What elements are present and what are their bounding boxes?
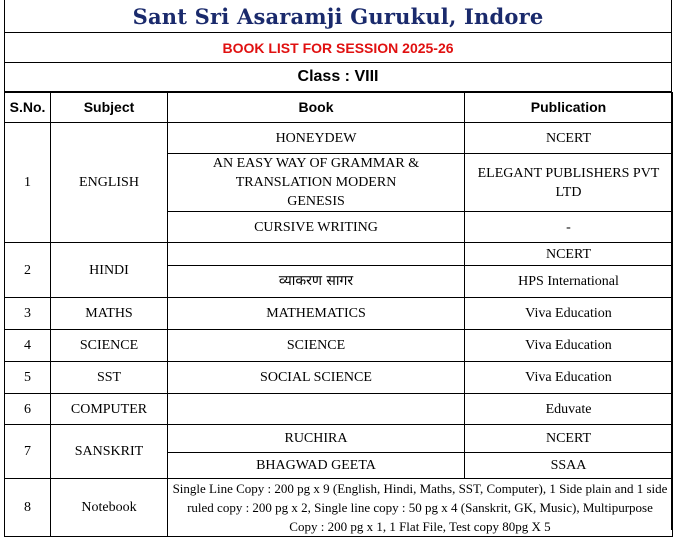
table-row (5, 394, 673, 425)
book-cell: SCIENCE (168, 330, 465, 362)
subject-cell: ENGLISH (51, 123, 168, 243)
subject-cell: SST (51, 362, 168, 394)
publication-cell: Eduvate (465, 394, 673, 425)
sno-cell: 2 (5, 243, 51, 298)
subject-cell: Notebook (51, 479, 168, 537)
publication-cell: NCERT (465, 243, 673, 266)
school-title: Sant Sri Asaramji Gurukul, Indore (5, 0, 671, 33)
col-publication-header: Publication (465, 93, 673, 123)
col-book-header: Book (168, 93, 465, 123)
book-cell: SOCIAL SCIENCE (168, 362, 465, 394)
book-cell (168, 394, 465, 425)
table-row (5, 479, 673, 537)
col-subject-header: Subject (51, 93, 168, 123)
subject-cell: SCIENCE (51, 330, 168, 362)
table-row (5, 243, 673, 266)
sno-cell: 4 (5, 330, 51, 362)
book-cell: RUCHIRA (168, 425, 465, 453)
sno-cell: 5 (5, 362, 51, 394)
sno-cell: 3 (5, 298, 51, 330)
class-heading: Class : VIII (5, 63, 671, 92)
table-row (5, 425, 673, 453)
book-cell: MATHEMATICS (168, 298, 465, 330)
table-row (5, 298, 673, 330)
publication-cell: HPS International (465, 266, 673, 298)
notebook-details-cell: Single Line Copy : 200 pg x 9 (English, Hindi, Maths, SST, Computer), 1 Side plain and 1 side ruled copy : 200 pg x 2, Single line copy : 50 pg x 4 (Sanskrit, GK, Music), Multipurpose Copy : 200 pg x 1, 1 Flat File, Test copy 80pg X 5 (168, 479, 673, 537)
book-cell: AN EASY WAY OF GRAMMAR & TRANSLATION MODERN GENESIS (168, 154, 465, 212)
sno-cell: 1 (5, 123, 51, 243)
publication-cell: ELEGANT PUBLISHERS PVT LTD (465, 154, 673, 212)
sno-cell: 7 (5, 425, 51, 479)
sno-cell: 6 (5, 394, 51, 425)
table-row (5, 330, 673, 362)
publication-cell: SSAA (465, 453, 673, 479)
table-header-row (5, 93, 673, 123)
publication-cell: Viva Education (465, 298, 673, 330)
subject-cell: HINDI (51, 243, 168, 298)
book-list-table (4, 92, 673, 537)
col-sno-header: S.No. (5, 93, 51, 123)
book-cell: BHAGWAD GEETA (168, 453, 465, 479)
publication-cell: NCERT (465, 425, 673, 453)
publication-cell: Viva Education (465, 330, 673, 362)
table-row (5, 123, 673, 154)
session-heading: BOOK LIST FOR SESSION 2025-26 (5, 33, 671, 63)
subject-cell: SANSKRIT (51, 425, 168, 479)
book-list-sheet (4, 0, 672, 534)
publication-cell: NCERT (465, 123, 673, 154)
sno-cell: 8 (5, 479, 51, 537)
subject-cell: MATHS (51, 298, 168, 330)
publication-cell: Viva Education (465, 362, 673, 394)
book-cell (168, 243, 465, 266)
book-cell: व्याकरण सागर (168, 266, 465, 298)
table-row (5, 362, 673, 394)
publication-cell: - (465, 212, 673, 243)
subject-cell: COMPUTER (51, 394, 168, 425)
book-cell: CURSIVE WRITING (168, 212, 465, 243)
book-cell: HONEYDEW (168, 123, 465, 154)
